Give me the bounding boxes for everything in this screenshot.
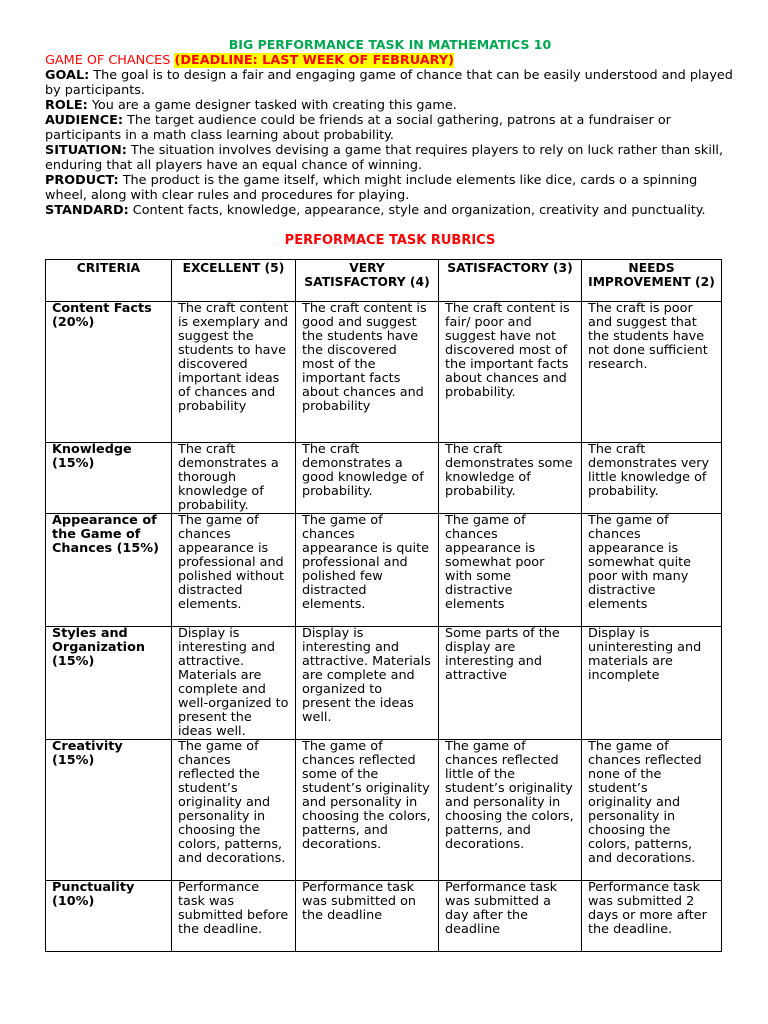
standard-label: STANDARD: [45, 203, 129, 218]
needs-improvement-cell: The game of chances appearance is somewhat quite poor with many distractive elements [582, 514, 722, 627]
audience-paragraph [45, 113, 735, 143]
table-row [46, 627, 722, 740]
satisfactory-cell: The craft content is fair/ poor and suggest have not discovered most of the important facts about chances and probability. [439, 302, 582, 443]
table-row [46, 740, 722, 881]
role-paragraph [45, 98, 735, 113]
header-needs-improvement: NEEDS IMPROVEMENT (2) [582, 260, 722, 302]
satisfactory-cell: Performance task was submitted a day after the deadline [439, 881, 582, 952]
excellent-cell: Display is interesting and attractive. Materials are complete and well-organized to present the ideas well. [172, 627, 296, 740]
document-title: BIG PERFORMANCE TASK IN MATHEMATICS 10 [228, 37, 552, 52]
satisfactory-cell: The craft demonstrates some knowledge of probability. [439, 443, 582, 514]
goal-paragraph [45, 68, 735, 98]
needs-improvement-cell: The craft demonstrates very little knowledge of probability. [582, 443, 722, 514]
audience-text: The target audience could be friends at a social gathering, patrons at a fundraiser or participants in a math class learning about probability. [45, 113, 671, 143]
rubric-title: PERFORMACE TASK RUBRICS [284, 233, 496, 248]
header-excellent: EXCELLENT (5) [172, 260, 296, 302]
table-row [46, 302, 722, 443]
goal-text: The goal is to design a fair and engaging game of chance that can be easily understood and played by participants. [45, 68, 733, 98]
table-row [46, 443, 722, 514]
needs-improvement-cell: The craft is poor and suggest that the students have not done sufficient research. [582, 302, 722, 443]
very-satisfactory-cell: The craft demonstrates a good knowledge of probability. [296, 443, 439, 514]
product-text: The product is the game itself, which might include elements like dice, cards o a spinning wheel, along with clear rules and procedures for playing. [45, 173, 698, 203]
rubric-header-row [46, 260, 722, 302]
needs-improvement-cell: Performance task was submitted 2 days or more after the deadline. [582, 881, 722, 952]
table-row [46, 514, 722, 627]
header-criteria: CRITERIA [46, 260, 172, 302]
very-satisfactory-cell: The game of chances appearance is quite professional and polished few distracted elements. [296, 514, 439, 627]
task-description [45, 68, 735, 218]
situation-label: SITUATION: [45, 143, 127, 158]
criteria-cell: Styles and Organization (15%) [46, 627, 172, 740]
game-label: GAME OF CHANCES [45, 53, 171, 68]
standard-paragraph [45, 203, 735, 218]
excellent-cell: Performance task was submitted before the deadline. [172, 881, 296, 952]
excellent-cell: The game of chances reflected the student’s originality and personality in choosing the colors, patterns, and decorations. [172, 740, 296, 881]
role-label: ROLE: [45, 98, 88, 113]
deadline-highlight: (DEADLINE: LAST WEEK OF FEBRUARY) [174, 53, 454, 68]
standard-text: Content facts, knowledge, appearance, style and organization, creativity and punctuality. [128, 203, 706, 218]
satisfactory-cell: The game of chances appearance is somewhat poor with some distractive elements [439, 514, 582, 627]
rubric-table [45, 259, 722, 952]
audience-label: AUDIENCE: [45, 113, 123, 128]
criteria-cell: Creativity (15%) [46, 740, 172, 881]
product-label: PRODUCT: [45, 173, 119, 188]
criteria-cell: Knowledge (15%) [46, 443, 172, 514]
very-satisfactory-cell: Performance task was submitted on the deadline [296, 881, 439, 952]
excellent-cell: The game of chances appearance is professional and polished without distracted elements. [172, 514, 296, 627]
game-line [45, 53, 735, 68]
table-row [46, 881, 722, 952]
role-text: You are a game designer tasked with creating this game. [87, 98, 457, 113]
excellent-cell: The craft demonstrates a thorough knowledge of probability. [172, 443, 296, 514]
criteria-cell: Appearance of the Game of Chances (15%) [46, 514, 172, 627]
very-satisfactory-cell: Display is interesting and attractive. Materials are complete and organized to present the ideas well. [296, 627, 439, 740]
satisfactory-cell: Some parts of the display are interesting and attractive [439, 627, 582, 740]
very-satisfactory-cell: The craft content is good and suggest the students have the discovered most of the important facts about chances and probability [296, 302, 439, 443]
needs-improvement-cell: The game of chances reflected none of the student’s originality and personality in choosing the colors, patterns, and decorations. [582, 740, 722, 881]
document-page [45, 37, 735, 952]
goal-label: GOAL: [45, 68, 90, 83]
situation-text: The situation involves devising a game that requires players to rely on luck rather than skill, enduring that all players have an equal chance of winning. [45, 143, 724, 173]
header-very-satisfactory: VERY SATISFACTORY (4) [296, 260, 439, 302]
criteria-cell: Content Facts (20%) [46, 302, 172, 443]
satisfactory-cell: The game of chances reflected little of the student’s originality and personality in choosing the colors, patterns, and decorations. [439, 740, 582, 881]
very-satisfactory-cell: The game of chances reflected some of the student’s originality and personality in choosing the colors, patterns, and decorations. [296, 740, 439, 881]
needs-improvement-cell: Display is uninteresting and materials are incomplete [582, 627, 722, 740]
product-paragraph [45, 173, 735, 203]
criteria-cell: Punctuality (10%) [46, 881, 172, 952]
situation-paragraph [45, 143, 735, 173]
header-satisfactory: SATISFACTORY (3) [439, 260, 582, 302]
excellent-cell: The craft content is exemplary and suggest the students to have discovered important ideas of chances and probability [172, 302, 296, 443]
